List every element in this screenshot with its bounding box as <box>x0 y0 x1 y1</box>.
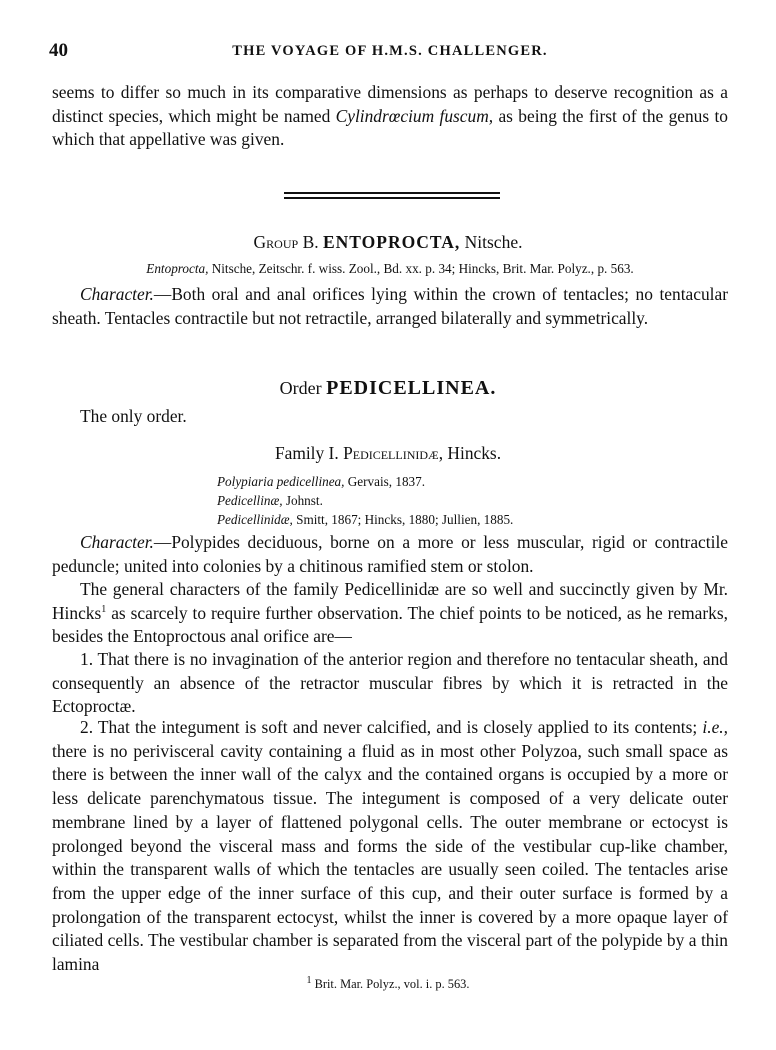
family-name: Pedicellinidæ, <box>343 443 444 463</box>
family-character-label: Character. <box>80 532 154 552</box>
group-letter: B. <box>302 232 319 252</box>
group-label: Group <box>253 232 299 252</box>
synonym-taxon: Polypiaria pedicellinea, <box>217 474 345 489</box>
synonym-ref: Johnst. <box>282 493 323 508</box>
synonym-taxon: Pedicellinæ, <box>217 493 283 508</box>
footnote-text: Brit. Mar. Polyz., vol. i. p. 563. <box>311 977 470 991</box>
synonym-ref: Smitt, 1867; Hincks, 1880; Jullien, 1885. <box>292 512 514 527</box>
order-heading <box>0 377 776 400</box>
group-character-text: —Both oral and anal orifices lying within the crown of tentacles; no tentacular sheath. Tentacles contractile but not retractile, arranged bilaterally and symmetrically. <box>52 284 728 328</box>
general-text-b: as scarcely to require further observation. The chief points to be noticed, as he remarks, besides the Entoproctous anal orifice are— <box>52 602 728 647</box>
synonym-list <box>217 472 513 529</box>
synonym-line <box>217 491 513 510</box>
order-label: Order <box>279 378 322 398</box>
section-divider-top <box>284 192 500 194</box>
point-two-ie: i.e., <box>702 717 728 737</box>
point-one-paragraph: 1. That there is no invagination of the anterior region and therefore no tentacular sheath, and consequently an absence of the retractor muscular fibres by which it is retracted in the Ectoproctæ. <box>52 649 728 717</box>
group-ref-text: Nitsche, Zeitschr. f. wiss. Zool., Bd. xx. p. 34; Hincks, Brit. Mar. Polyz., p. 563. <box>208 261 634 276</box>
group-reference <box>52 261 728 277</box>
point-two-paragraph <box>52 716 728 977</box>
family-character-paragraph <box>52 531 728 578</box>
synonym-line <box>217 510 513 529</box>
family-character-text: —Polypides deciduous, borne on a more or less muscular, rigid or contractile peduncle; united into colonies by a chitinous ramified stem or stolon. <box>52 532 728 576</box>
group-character-label: Character. <box>80 284 154 304</box>
synonym-taxon: Pedicellinidæ, <box>217 512 293 527</box>
footnote <box>0 974 776 992</box>
group-name: ENTOPROCTA, <box>323 232 461 252</box>
species-name: Cylindrœcium fuscum, <box>335 105 494 126</box>
point-two-text-b: there is no perivisceral cavity containing a fluid as in most other Polyzoa, such small space as there is between the inner wall of the calyx and the contained organs is occupied by a more or less delicate parenchymatous tissue. The integument is composed of a very delicate outer membrane lined by a layer of flattened polygonal cells. The outer membrane or ectocyst is prolonged beyond the visceral mass and forms the side of the vestibular cup-like chamber, within the transparent walls of which the tentacles are usually seen coiled. The tentacles arise from the upper edge of the inner surface of this cup, and their outer surface is formed by a prolongation of the transparent ectocyst, whilst the inner is covered by a more opaque layer of ciliated cells. The vestibular chamber is separated from the visceral part of the polypide by a thin lamina <box>52 740 728 975</box>
family-authority: Hincks. <box>447 443 502 463</box>
intro-text-after: as being the first of the genus to which that appellative was given. <box>52 105 728 150</box>
intro-paragraph <box>52 81 728 152</box>
order-note: The only order. <box>80 406 187 426</box>
synonym-ref: Gervais, 1837. <box>344 474 426 489</box>
group-heading <box>0 232 776 253</box>
general-text-a: The general characters of the family Pedicellinidæ are so well and succinctly given by Mr. Hincks <box>52 579 728 623</box>
synonym-line <box>217 472 513 491</box>
family-heading <box>0 443 776 464</box>
group-authority: Nitsche. <box>464 232 523 252</box>
family-label: Family I. <box>274 443 339 463</box>
footnote-marker: 1 <box>306 974 312 986</box>
section-divider-bottom <box>284 197 500 199</box>
point-two-text-a: 2. That the integument is soft and never calcified, and is closely applied to its contents; <box>80 717 703 737</box>
page-number: 40 <box>49 40 68 61</box>
running-title: THE VOYAGE OF H.M.S. CHALLENGER. <box>232 43 548 59</box>
intro-text-before: seems to differ so much in its comparative dimensions as perhaps to deserve recognition as a distinct species, which might be named <box>52 82 728 126</box>
general-characters-paragraph <box>52 578 728 649</box>
group-character-paragraph <box>52 283 728 330</box>
order-name: PEDICELLINEA. <box>326 377 497 399</box>
footnote-reference: 1 <box>101 603 107 615</box>
page-header <box>49 40 731 64</box>
group-ref-taxon: Entoprocta, <box>146 261 209 276</box>
